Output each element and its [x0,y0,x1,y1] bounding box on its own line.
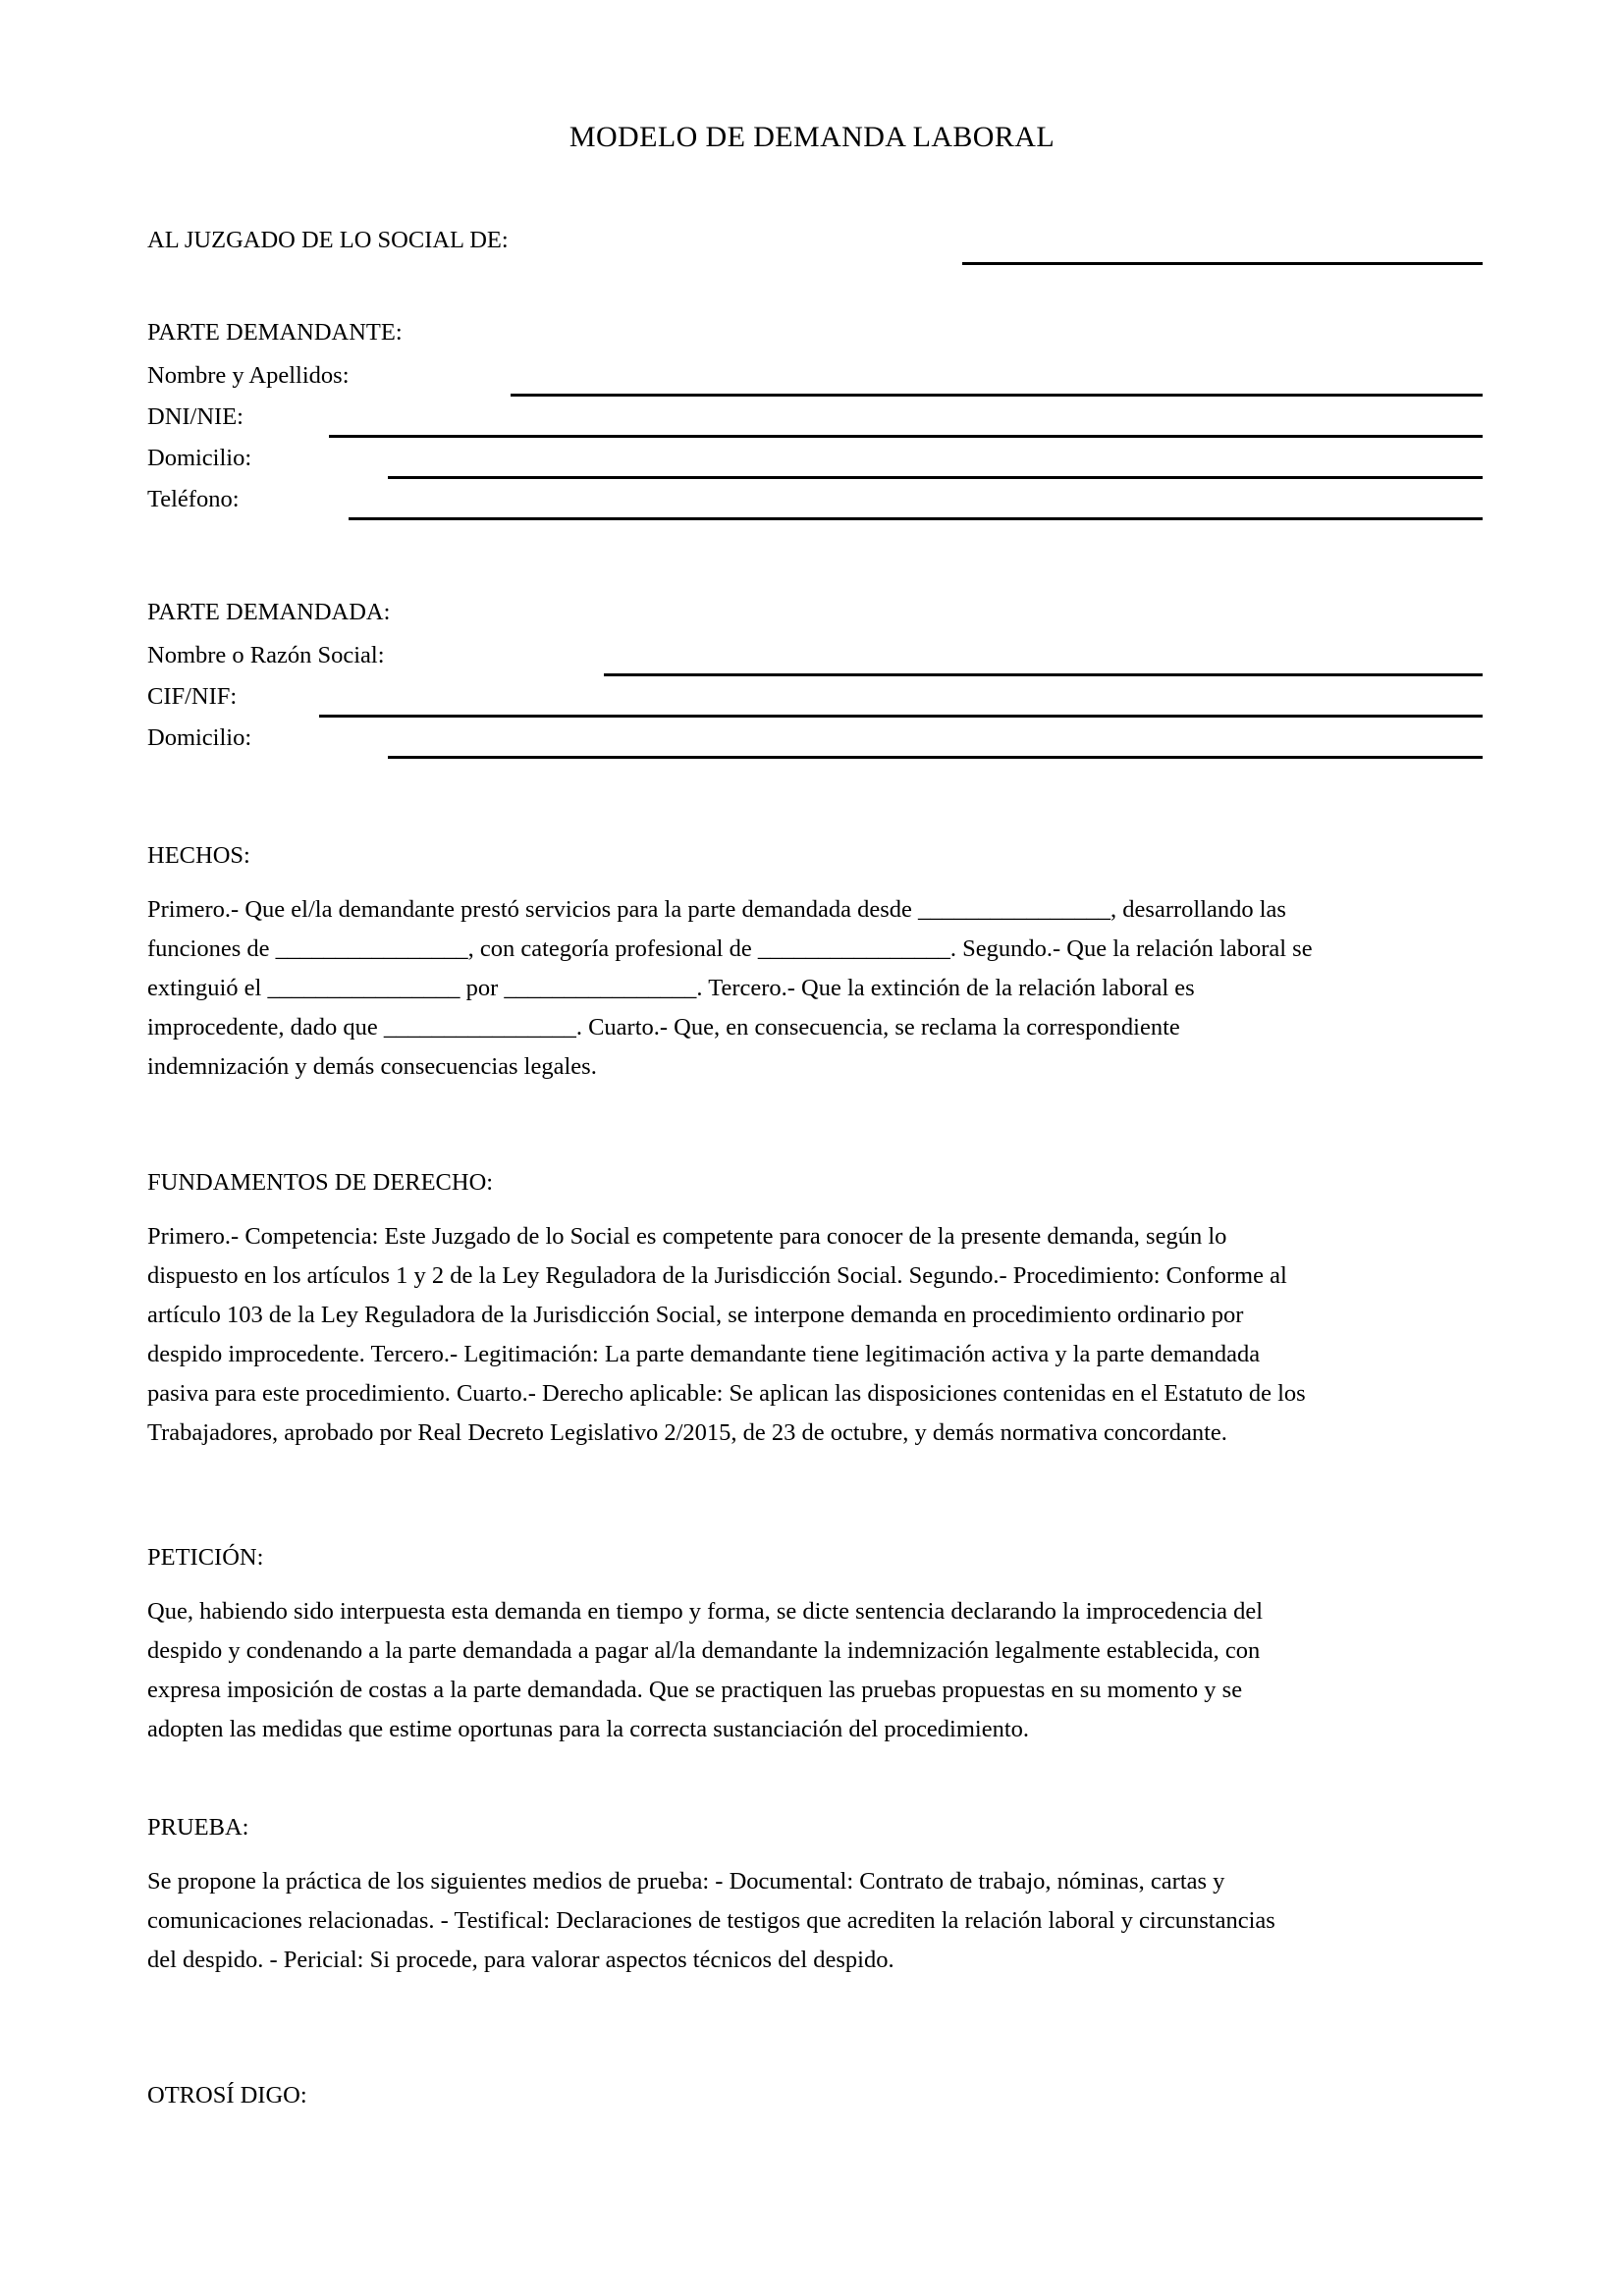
peticion-line: expresa imposición de costas a la parte demandada. Que se practiquen las pruebas propuestas en su momento y se [147,1677,1243,1703]
fundamentos-line: Primero.- Competencia: Este Juzgado de lo Social es competente para conocer de la presente demanda, según lo [147,1223,1227,1250]
fundamentos-line: pasiva para este procedimiento. Cuarto.- Derecho aplicable: Se aplican las disposiciones contenidas en el Estatuto de los [147,1380,1306,1407]
field-row-plaintiff-dni [147,400,1483,442]
plaintiff-phone-label: Teléfono: [147,486,240,512]
fundamentos-line: despido improcedente. Tercero.- Legitimación: La parte demandante tiene legitimación activa y la parte demandada [147,1341,1261,1367]
fundamentos-heading: FUNDAMENTOS DE DERECHO: [147,1169,494,1196]
plaintiff-address-label: Domicilio: [147,445,252,471]
plaintiff-dni-label: DNI/NIE: [147,403,244,430]
defendant-name-label: Nombre o Razón Social: [147,642,385,668]
field-row-plaintiff-address [147,442,1483,483]
section-prueba [147,1811,1483,1980]
field-row-plaintiff-name [147,359,1483,400]
prueba-heading: PRUEBA: [147,1814,249,1841]
defendant-address-label: Domicilio: [147,724,252,751]
court-fill-rule[interactable] [962,262,1483,265]
field-row-defendant-cif [147,680,1483,721]
court-addressee-block [147,224,1483,269]
section-peticion [147,1541,1483,1749]
fundamentos-line: artículo 103 de la Ley Reguladora de la Jurisdicción Social, se interpone demanda en procedimiento ordinario por [147,1302,1244,1328]
peticion-heading: PETICIÓN: [147,1544,264,1571]
plaintiff-address-fill-rule[interactable] [388,476,1483,479]
plaintiff-phone-fill-rule[interactable] [349,517,1483,520]
court-label: AL JUZGADO DE LO SOCIAL DE: [147,227,509,253]
prueba-line: Se propone la práctica de los siguientes medios de prueba: - Documental: Contrato de trabajo, nóminas, cartas y [147,1868,1225,1895]
hechos-line: extinguió el ________________ por ________________. Tercero.- Que la extinción de la relación laboral es [147,975,1195,1001]
hechos-line: improcedente, dado que ________________. Cuarto.- Que, en consecuencia, se reclama la correspondiente [147,1014,1180,1041]
hechos-line: Primero.- Que el/la demandante prestó servicios para la parte demandada desde ________________, desarrollando las [147,896,1286,923]
hechos-line: indemnización y demás consecuencias legales. [147,1053,597,1080]
page-title: MODELO DE DEMANDA LABORAL [568,121,1056,153]
peticion-body [147,1592,1468,1749]
prueba-line: del despido. - Pericial: Si procede, para valorar aspectos técnicos del despido. [147,1947,894,1973]
defendant-name-fill-rule[interactable] [604,673,1483,676]
plaintiff-dni-fill-rule[interactable] [329,435,1483,438]
hechos-line: funciones de ________________, con categoría profesional de ________________. Segundo.- Que la relación laboral se [147,935,1313,962]
section-hechos [147,839,1483,1087]
defendant-cif-fill-rule[interactable] [319,715,1483,718]
plaintiff-name-label: Nombre y Apellidos: [147,362,350,389]
fundamentos-line: Trabajadores, aprobado por Real Decreto Legislativo 2/2015, de 23 de octubre, y demás normativa concordante. [147,1419,1227,1446]
section-otrosi [147,2079,1483,2112]
defendant-cif-label: CIF/NIF: [147,683,238,710]
field-row-plaintiff-phone [147,483,1483,524]
peticion-line: adopten las medidas que estime oportunas para la correcta sustanciación del procedimiento. [147,1716,1030,1742]
prueba-line: comunicaciones relacionadas. - Testifical: Declaraciones de testigos que acrediten la relación laboral y circunstancias [147,1907,1275,1934]
defendant-block [147,596,1483,763]
plaintiff-block [147,316,1483,524]
peticion-line: Que, habiendo sido interpuesta esta demanda en tiempo y forma, se dicte sentencia declarando la improcedencia del [147,1598,1264,1625]
prueba-body [147,1862,1468,1980]
otrosi-heading: OTROSÍ DIGO: [147,2082,307,2109]
peticion-line: despido y condenando a la parte demandada a pagar al/la demandante la indemnización legalmente establecida, con [147,1637,1261,1664]
hechos-body [147,890,1468,1087]
field-row-defendant-address [147,721,1483,763]
defendant-address-fill-rule[interactable] [388,756,1483,759]
fundamentos-body [147,1217,1468,1453]
hechos-heading: HECHOS: [147,842,250,869]
fundamentos-line: dispuesto en los artículos 1 y 2 de la Ley Reguladora de la Jurisdicción Social. Segundo.- Procedimiento: Conforme al [147,1262,1287,1289]
field-row-court [147,224,1483,269]
plaintiff-name-fill-rule[interactable] [511,394,1483,397]
section-fundamentos [147,1166,1483,1453]
defendant-heading: PARTE DEMANDADA: [147,599,391,625]
plaintiff-heading: PARTE DEMANDANTE: [147,319,403,346]
field-row-defendant-name [147,639,1483,680]
